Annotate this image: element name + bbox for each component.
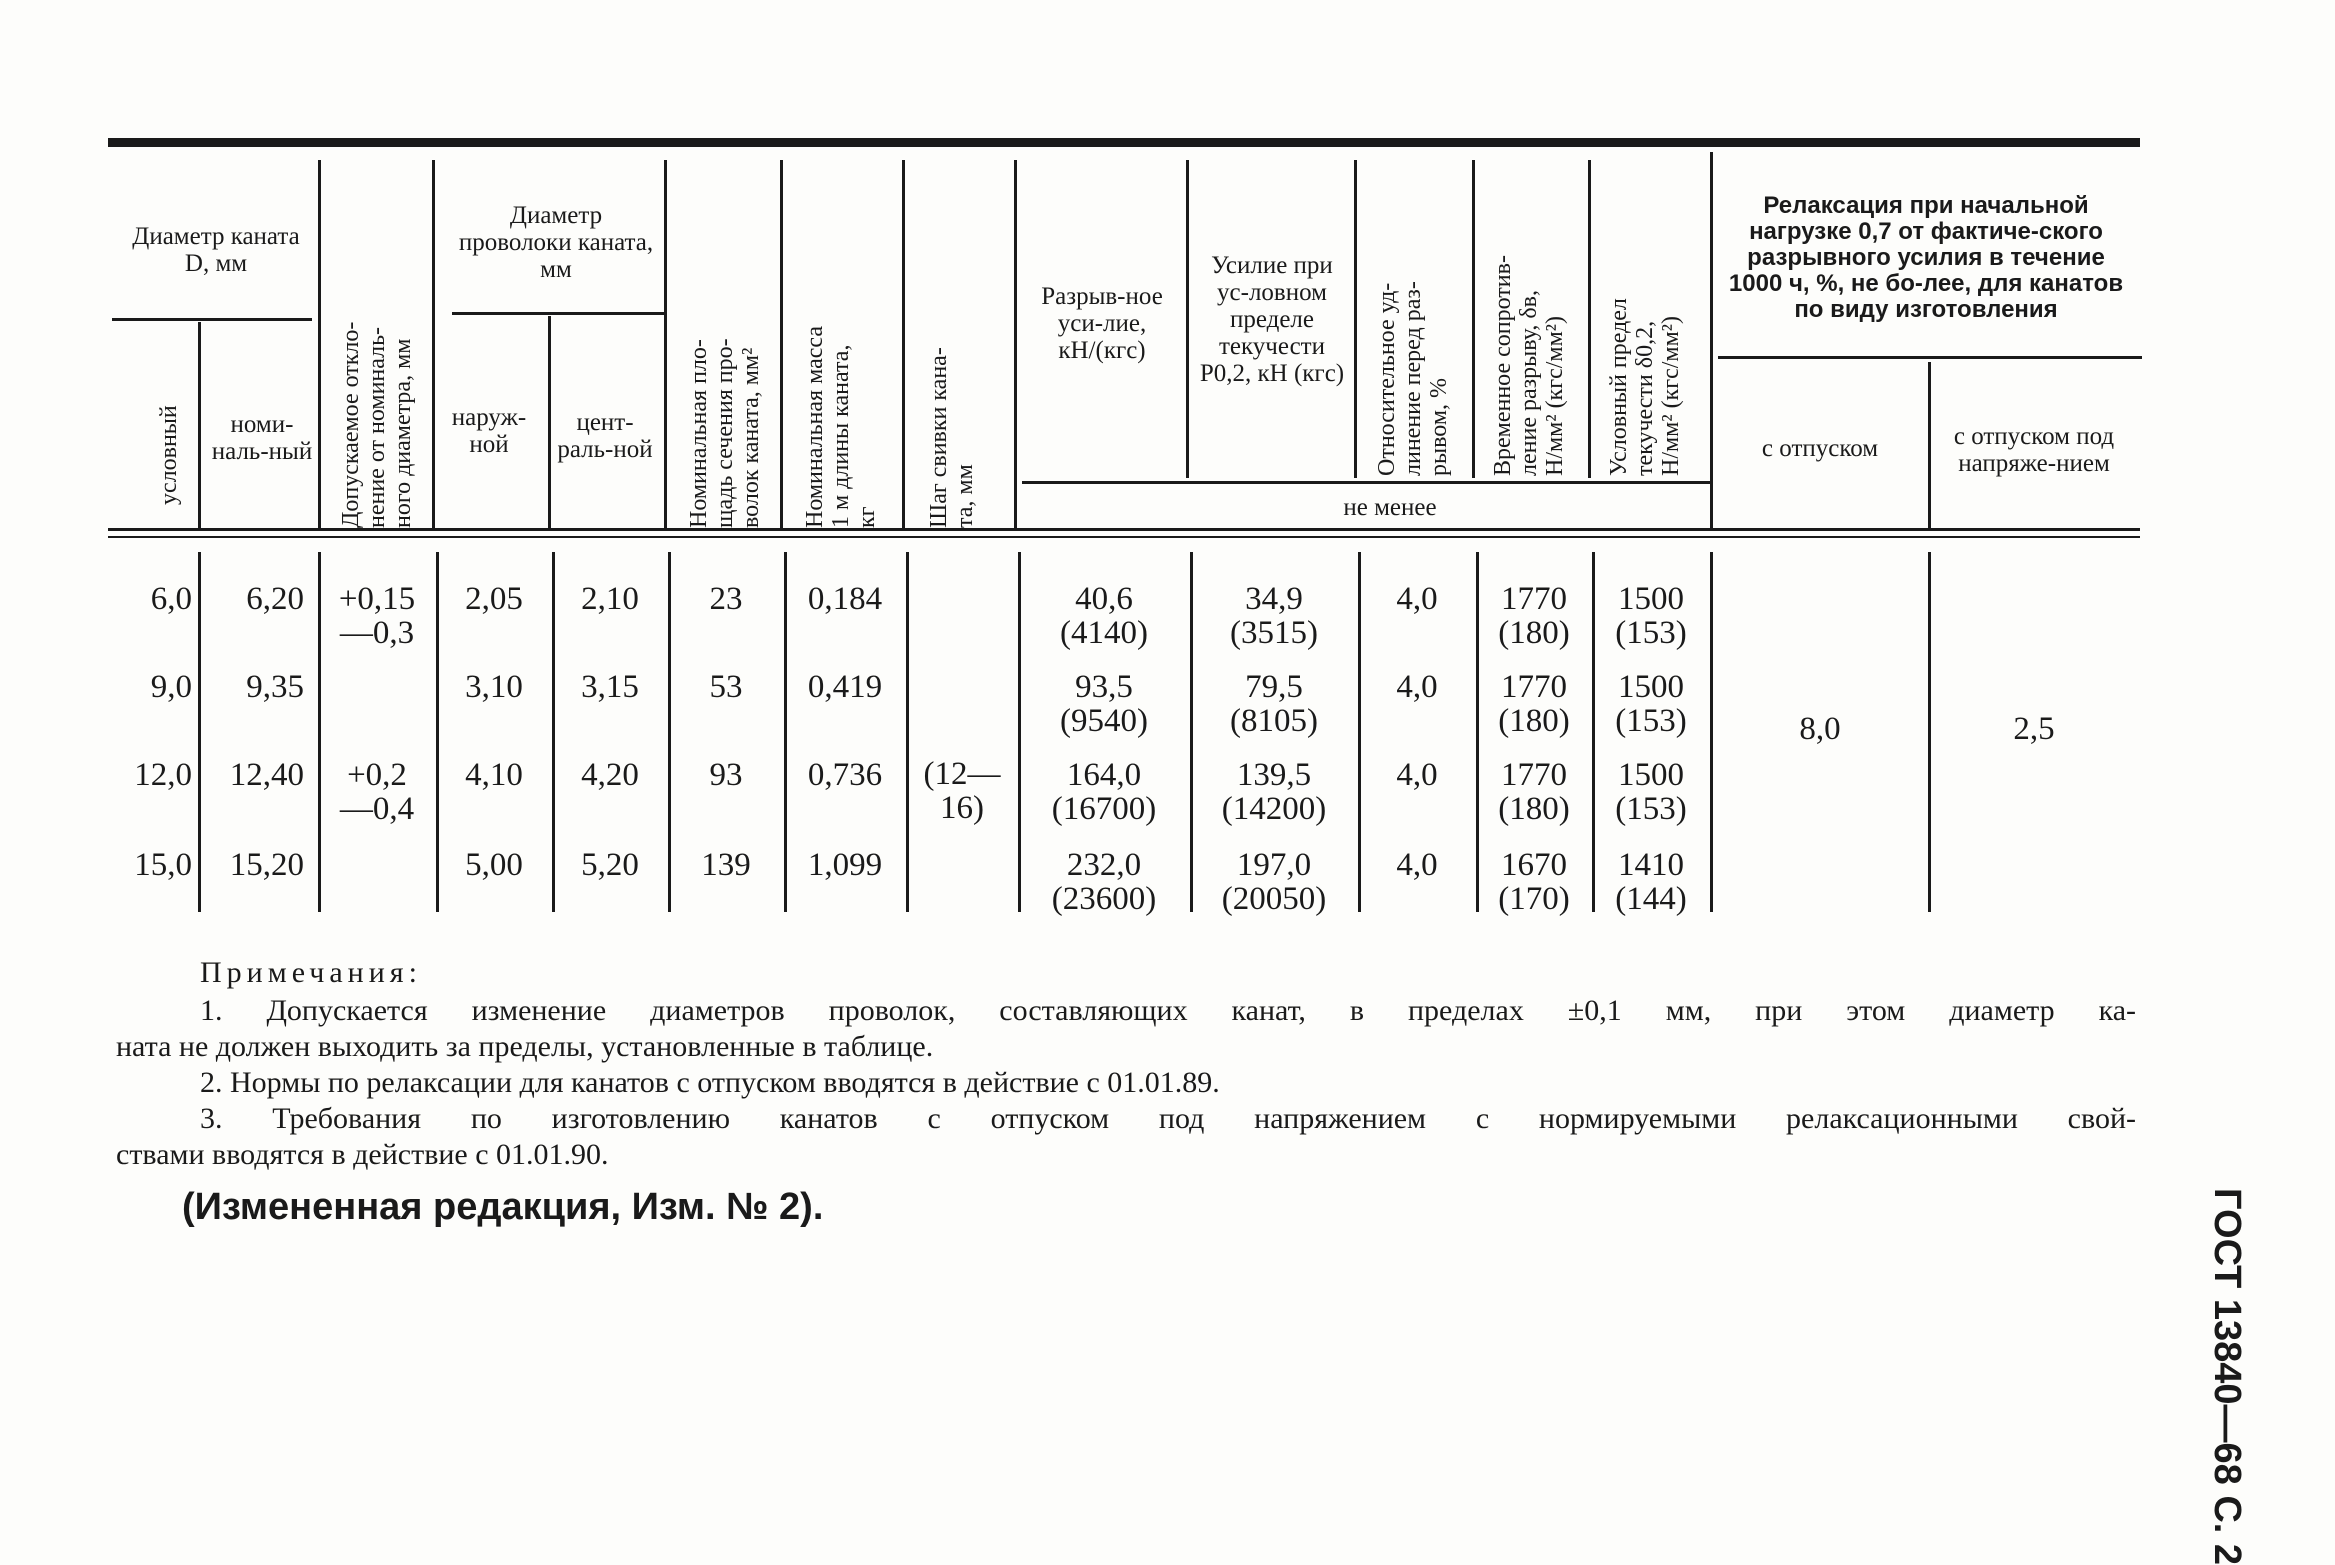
header-relaks: Релаксация при начальной нагрузке 0,7 от фактиче-ского разрывного усилия в течение 1000 ч, %, не бо-лее, для канатов по виду изготовления — [1728, 192, 2124, 323]
v-body-7 — [906, 552, 909, 912]
v-header-9 — [1186, 160, 1189, 478]
note-1a: 1. Допускается изменение диаметров проволок, составляющих канат, в пределах ±0,1 мм, при этом диаметр ка- — [200, 994, 2136, 1027]
cell-usilie-3: 139,5 (14200) — [1221, 757, 1327, 827]
cell-centr-4: 5,20 — [581, 847, 639, 883]
cell-udlin-2: 4,0 — [1396, 669, 1438, 705]
cell-massa-3: 0,736 — [807, 757, 883, 793]
header-s-otpuskom-pod: с отпуском под напряже-нием — [1953, 423, 2115, 477]
v-header-5 — [664, 160, 667, 530]
header-razryv: Разрыв-ное уси-лие, кН/(кгс) — [1041, 282, 1163, 364]
v-header-3 — [432, 160, 435, 530]
header-diam-provoloki: Диаметр проволоки каната, мм — [458, 201, 654, 283]
header-ploshad: Номинальная пло- щадь сечения про- волок каната, мм² — [686, 338, 764, 528]
cell-ploshad-1: 23 — [709, 581, 743, 617]
header-vremennoe: Временное сопротив- ление разрыву, δв, Н/мм² (кгс/мм²) — [1490, 255, 1568, 476]
v-body-6 — [784, 552, 787, 912]
cell-razryv-1: 40,6 (4140) — [1060, 581, 1148, 651]
cell-naruzh-2: 3,10 — [465, 669, 523, 705]
v-header-10 — [1354, 160, 1357, 478]
note-1b: ната не должен выходить за пределы, установленные в таблице. — [116, 1030, 934, 1063]
cell-centr-2: 3,15 — [581, 669, 639, 705]
v-body-8 — [1018, 552, 1021, 912]
cell-ploshad-4: 139 — [701, 847, 751, 883]
v-header-2 — [318, 160, 321, 530]
cell-razryv-3: 164,0 (16700) — [1051, 757, 1157, 827]
cell-tek-3: 1500 (153) — [1615, 757, 1687, 827]
cell-dopusk-1: +0,15 —0,3 — [338, 581, 416, 651]
note-3b: ствами вводятся в действие с 01.01.90. — [116, 1138, 609, 1171]
cell-naruzh-3: 4,10 — [465, 757, 523, 793]
header-uslovny-predel: Условный предел текучести δ0,2, Н/мм² (кгс/мм²) — [1606, 298, 1684, 476]
v-body-4 — [552, 552, 555, 912]
cell-vrem-1: 1770 (180) — [1498, 581, 1570, 651]
header-ne-menee: не менее — [1343, 493, 1437, 521]
cell-naruzh-1: 2,05 — [465, 581, 523, 617]
diam-kanata-rule — [112, 318, 312, 321]
v-body-5 — [668, 552, 671, 912]
edition-note: (Измененная редакция, Изм. № 2). — [182, 1186, 824, 1228]
ne-menee-rule — [1022, 481, 1712, 484]
cell-razryv-4: 232,0 (23600) — [1051, 847, 1157, 917]
diam-provoloki-rule — [452, 312, 664, 315]
v-header-12 — [1588, 160, 1591, 478]
v-header-13 — [1710, 152, 1713, 530]
header-dopusk: Допускаемое откло- нение от номиналь- ного диаметра, мм — [338, 321, 416, 528]
v-header-7 — [902, 160, 905, 530]
cell-vrem-3: 1770 (180) — [1498, 757, 1570, 827]
header-udlinenie: Относительное уд- линение перед раз- рывом, % — [1374, 281, 1452, 476]
header-diam-kanata: Диаметр каната D, мм — [132, 223, 300, 277]
v-body-12 — [1592, 552, 1595, 912]
cell-centr-3: 4,20 — [581, 757, 639, 793]
v-body-2 — [318, 552, 321, 912]
cell-tek-4: 1410 (144) — [1615, 847, 1687, 917]
cell-massa-1: 0,184 — [807, 581, 883, 617]
table-top-rule — [108, 138, 2140, 147]
cell-usilie-4: 197,0 (20050) — [1221, 847, 1327, 917]
cell-nominal-1: 6,20 — [246, 581, 304, 617]
cell-nominal-3: 12,40 — [229, 757, 304, 793]
v-header-14 — [1928, 362, 1931, 530]
cell-tek-2: 1500 (153) — [1615, 669, 1687, 739]
cell-relax-pod: 2,5 — [2013, 711, 2055, 747]
cell-usilie-1: 34,9 (3515) — [1230, 581, 1318, 651]
cell-udlin-3: 4,0 — [1396, 757, 1438, 793]
relaks-rule — [1718, 356, 2142, 359]
cell-relax-otpusk: 8,0 — [1799, 711, 1841, 747]
header-shag: Шаг свивки кана- та, мм — [926, 347, 978, 528]
cell-uslovny-1: 6,0 — [150, 581, 192, 617]
cell-uslovny-2: 9,0 — [150, 669, 192, 705]
cell-naruzh-4: 5,00 — [465, 847, 523, 883]
v-header-4 — [548, 316, 551, 530]
cell-centr-1: 2,10 — [581, 581, 639, 617]
note-3a: 3. Требования по изготовлению канатов с отпуском под напряжением с нормируемыми релаксационными свой- — [200, 1102, 2136, 1135]
cell-uslovny-3: 12,0 — [134, 757, 192, 793]
header-naruzhnoi: наруж-ной — [451, 404, 527, 458]
header-centralnoi: цент-раль-ной — [557, 409, 653, 463]
header-nominalny: номи-наль-ный — [211, 411, 313, 465]
cell-massa-2: 0,419 — [807, 669, 883, 705]
note-2: 2. Нормы по релаксации для канатов с отпуском вводятся в действие с 01.01.89. — [200, 1066, 1220, 1099]
v-header-6 — [780, 160, 783, 530]
cell-udlin-4: 4,0 — [1396, 847, 1438, 883]
v-body-11 — [1476, 552, 1479, 912]
header-bottom-rule — [108, 528, 2140, 531]
cell-usilie-2: 79,5 (8105) — [1230, 669, 1318, 739]
cell-shag: (12— 16) — [923, 756, 1001, 826]
cell-ploshad-2: 53 — [709, 669, 743, 705]
v-body-13 — [1710, 552, 1713, 912]
header-s-otpuskom: с отпуском — [1761, 434, 1879, 462]
v-body-14 — [1928, 552, 1931, 912]
v-body-10 — [1358, 552, 1361, 912]
v-body-9 — [1190, 552, 1193, 912]
cell-vrem-2: 1770 (180) — [1498, 669, 1570, 739]
cell-razryv-2: 93,5 (9540) — [1060, 669, 1148, 739]
v-body-3 — [436, 552, 439, 912]
v-header-11 — [1472, 160, 1475, 478]
v-header-1 — [198, 322, 201, 530]
v-header-8 — [1014, 160, 1017, 530]
cell-dopusk-3: +0,2 —0,4 — [339, 757, 415, 827]
header-usilie: Усилие при ус-ловном пределе текучести P0,2, кН (кгс) — [1199, 251, 1345, 387]
header-bottom-rule-2 — [108, 536, 2140, 538]
cell-tek-1: 1500 (153) — [1615, 581, 1687, 651]
cell-nominal-2: 9,35 — [246, 669, 304, 705]
cell-ploshad-3: 93 — [709, 757, 743, 793]
header-uslovny: условный — [156, 405, 182, 505]
cell-nominal-4: 15,20 — [229, 847, 304, 883]
notes-title: Примечания: — [200, 956, 422, 989]
cell-massa-4: 1,099 — [807, 847, 883, 883]
cell-uslovny-4: 15,0 — [134, 847, 192, 883]
cell-udlin-1: 4,0 — [1396, 581, 1438, 617]
side-page-label: ГОСТ 13840—68 С. 2 — [2206, 1188, 2248, 1565]
cell-vrem-4: 1670 (170) — [1498, 847, 1570, 917]
header-massa: Номинальная масса 1 м длины каната, кг — [802, 326, 880, 528]
